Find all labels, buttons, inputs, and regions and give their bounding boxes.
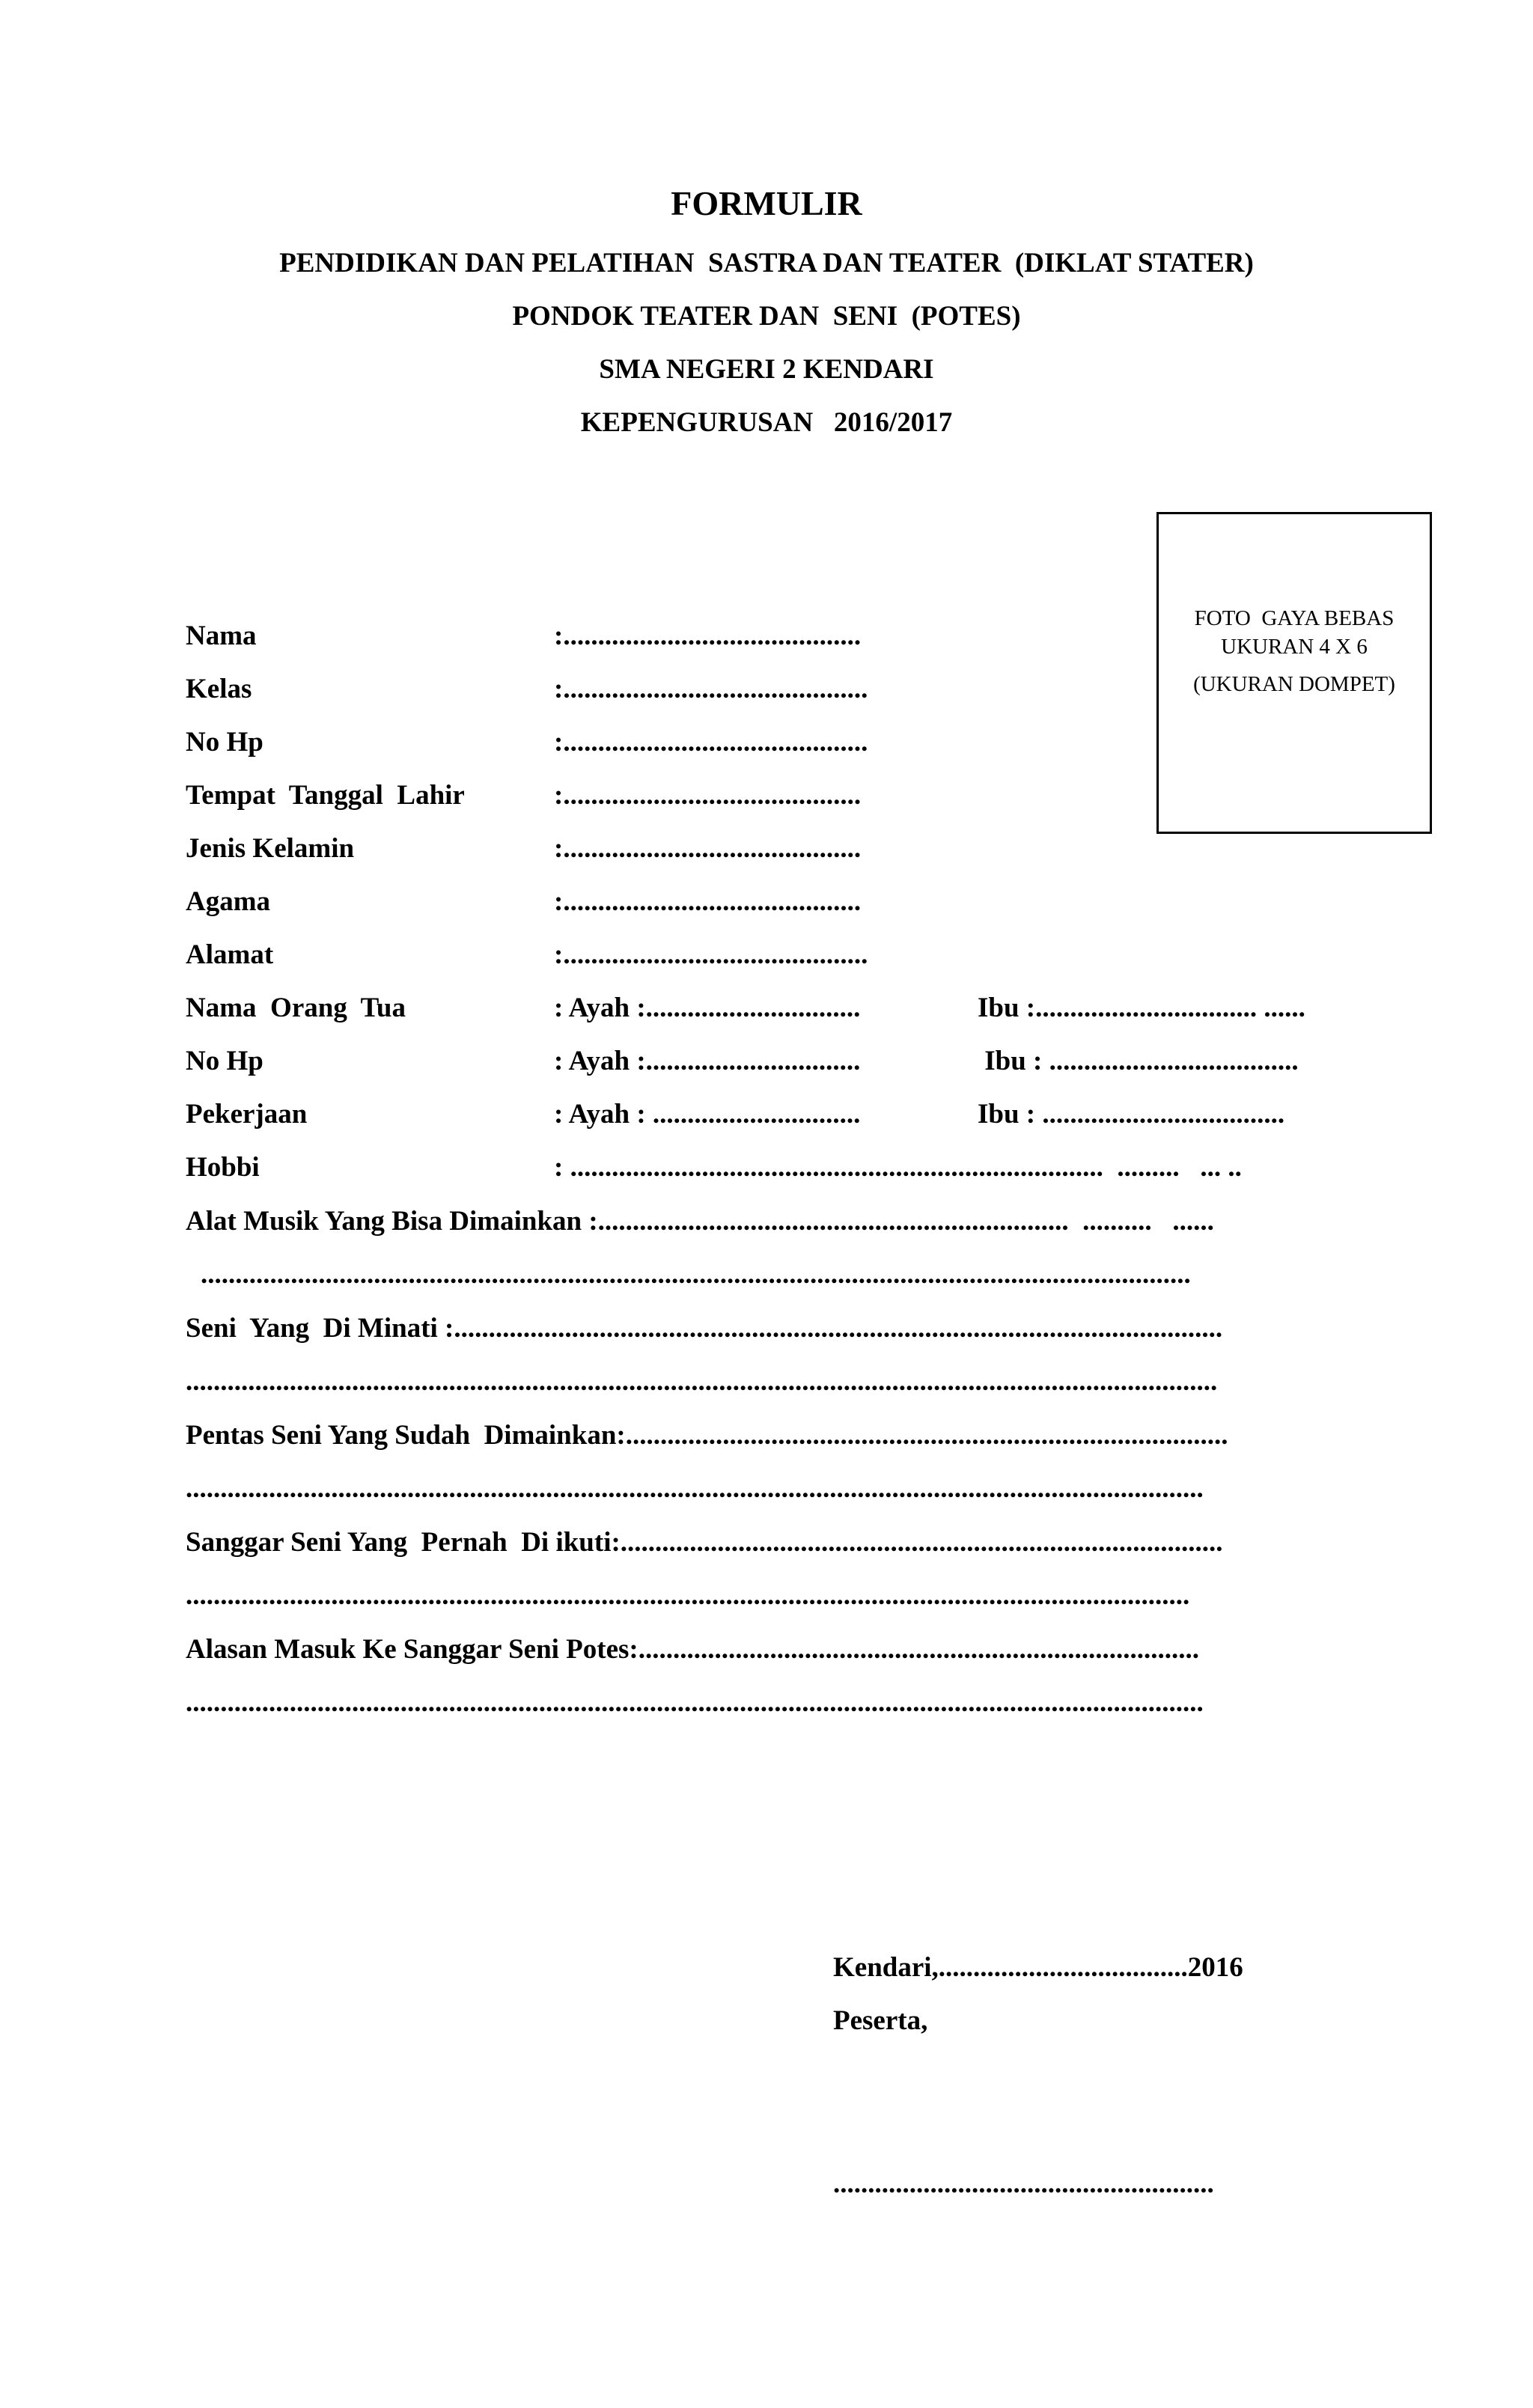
field-blank[interactable]: Pentas Seni Yang Sudah Dimainkan:....................................................................................... — [186, 1420, 1228, 1451]
ibu-blank[interactable]: Ibu : ................................... — [978, 1099, 1285, 1130]
field-blank[interactable]: ................................................................................................................................................... — [186, 1687, 1204, 1718]
field-blank[interactable]: Sanggar Seni Yang Pernah Di ikuti:....................................................................................... — [186, 1527, 1223, 1558]
field-blank[interactable]: :........................................... — [554, 621, 862, 651]
field-row-nama — [0, 618, 1533, 655]
field-row-pentas-seni — [0, 1417, 1533, 1454]
photo-box-note: (UKURAN DOMPET) — [1193, 672, 1395, 696]
field-row-agama — [0, 883, 1533, 921]
field-row-jenis-kelamin — [0, 830, 1533, 868]
field-label: No Hp — [186, 727, 263, 758]
field-blank[interactable]: : ............................................................................. ......... ... .. — [554, 1152, 1242, 1183]
field-blank[interactable]: ..................................................................................................................................................... — [186, 1366, 1218, 1397]
field-blank[interactable]: Alat Musik Yang Bisa Dimainkan :.................................................................... .......... ...... — [186, 1206, 1214, 1237]
header-program: PENDIDIKAN DAN PELATIHAN SASTRA DAN TEATER (DIKLAT STATER) — [279, 248, 1254, 278]
photo-box-text: FOTO GAYA BEBAS — [1194, 606, 1395, 630]
field-blank[interactable]: :........................................... — [554, 833, 862, 864]
field-label: Jenis Kelamin — [186, 833, 355, 864]
field-label: Tempat Tanggal Lahir — [186, 780, 465, 811]
field-label: Hobbi — [186, 1152, 260, 1183]
header-organization: PONDOK TEATER DAN SENI (POTES) — [512, 301, 1021, 332]
ibu-blank[interactable]: Ibu :................................ ...... — [978, 993, 1305, 1023]
signature-role: Peserta, — [833, 2005, 928, 2036]
field-label: Nama Orang Tua — [186, 993, 406, 1023]
field-blank[interactable]: ................................................................................................................................................... — [186, 1473, 1204, 1504]
field-label: Nama — [186, 621, 257, 651]
field-blank[interactable]: Seni Yang Di Minati :............................................................................................................... — [186, 1313, 1223, 1344]
field-blank[interactable]: :........................................... — [554, 886, 862, 917]
field-row-alamat — [0, 936, 1533, 974]
field-label: No Hp — [186, 1046, 263, 1076]
field-blank[interactable]: :............................................ — [554, 727, 868, 758]
field-row-no-hp — [0, 724, 1533, 761]
field-label: Alamat — [186, 939, 274, 970]
field-row-pekerjaan — [0, 1096, 1533, 1133]
field-blank[interactable]: ................................................................................................................................................. — [186, 1580, 1190, 1611]
field-row-pentas-seni-continuation — [0, 1470, 1533, 1508]
field-row-alat-musik — [0, 1203, 1533, 1240]
ayah-blank[interactable]: : Ayah : .............................. — [554, 1099, 861, 1130]
field-blank[interactable]: Alasan Masuk Ke Sanggar Seni Potes:................................................................................. — [186, 1634, 1199, 1665]
signature-line[interactable]: ....................................................... — [833, 2168, 1214, 2199]
field-row-sanggar-seni — [0, 1524, 1533, 1561]
field-row-alat-musik-continuation — [0, 1256, 1533, 1293]
field-row-hobbi — [0, 1149, 1533, 1186]
photo-box-size: UKURAN 4 X 6 — [1221, 635, 1368, 659]
field-row-alasan-masuk — [0, 1631, 1533, 1668]
field-label: Agama — [186, 886, 271, 917]
field-blank[interactable]: ............................................................................................................................................... — [201, 1259, 1191, 1290]
field-label: Kelas — [186, 674, 252, 704]
field-row-seni-diminati-continuation — [0, 1363, 1533, 1400]
form-title: FORMULIR — [671, 184, 862, 222]
ayah-blank[interactable]: : Ayah :............................... — [554, 993, 861, 1023]
ibu-blank[interactable]: Ibu : .................................... — [978, 1046, 1299, 1076]
field-row-no-hp-orang-tua — [0, 1043, 1533, 1080]
field-row-sanggar-seni-continuation — [0, 1577, 1533, 1615]
field-row-nama-orang-tua — [0, 990, 1533, 1027]
field-blank[interactable]: :........................................... — [554, 780, 862, 811]
field-label: Pekerjaan — [186, 1099, 308, 1130]
field-row-seni-diminati — [0, 1310, 1533, 1347]
header-period: KEPENGURUSAN 2016/2017 — [580, 407, 953, 438]
header-school: SMA NEGERI 2 KENDARI — [599, 354, 934, 385]
ayah-blank[interactable]: : Ayah :............................... — [554, 1046, 861, 1076]
field-row-tempat-tanggal-lahir — [0, 777, 1533, 814]
signature-place-date[interactable]: Kendari,....................................2016 — [833, 1952, 1243, 1983]
field-row-kelas — [0, 671, 1533, 708]
field-blank[interactable]: :............................................ — [554, 939, 868, 970]
field-blank[interactable]: :............................................ — [554, 674, 868, 704]
field-row-alasan-masuk-continuation — [0, 1684, 1533, 1722]
